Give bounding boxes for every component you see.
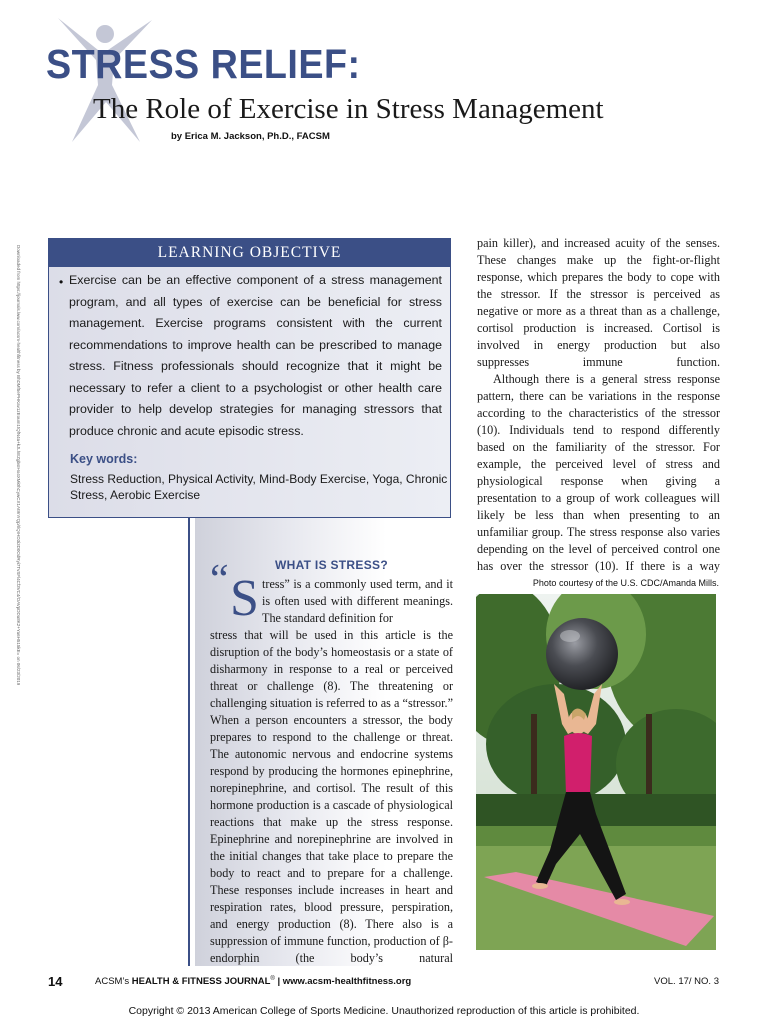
- section-body-text: stress that will be used in this article is the disruption of the body’s homeostasis or a state of disharmony in response to a real or perceived threat or challenge (8). The threatening or challenging situation is referred to as a “stressor.” When a person encounters a stressor, the body prepares to respond to the challenge or threat. The autonomic nervous and endocrine systems respond by producing the hormones epinephrine, norepinephrine, and cortisol. The result of this hormone production is a cascade of physiological reactions that make up the stress response. Epinephrine and norepinephrine are involved in the initial changes that take place to prepare the body to react and to prepare for a challenge. These responses include increases in heart and respiration rates, blood pressure, perspiration, and energy production (8). There also is a suppression of immune function, production of β-endorphin (the body’s natural: [210, 628, 453, 965]
- opening-quote-mark: “: [210, 557, 229, 603]
- learning-objective-heading: LEARNING OBJECTIVE: [49, 239, 450, 267]
- copyright-notice: Copyright © 2013 American College of Sports Medicine. Unauthorized reproduction of this article is prohibited.: [128, 1005, 640, 1017]
- section-intro-text: tress” is a commonly used term, and it is often used with different meanings. The standard definition for: [262, 577, 453, 625]
- column-rule: [188, 518, 190, 966]
- section-heading: WHAT IS STRESS?: [275, 558, 388, 572]
- footer-journal: [95, 976, 411, 987]
- registered-mark: ®: [270, 976, 275, 982]
- drop-cap: S: [230, 570, 259, 627]
- learning-objective-box: [48, 238, 451, 518]
- right-column-paragraph-2: Although there is a general stress response pattern, there can be variations in the response according to the characteristics of the stressor (10). Individuals tend to respond differently based on the familiarity of the stressor. For example, the perceived level of stress and physiological response when giving a presentation to a group of work colleagues will likely be less than when presenting to an unfamiliar group. The stress response also varies depending on the level of perceived control one has over the stressor (10). If there is a way: [477, 372, 720, 573]
- download-side-note: [16, 245, 30, 785]
- bullet-icon: •: [59, 275, 64, 289]
- photo-credit: Photo courtesy of the U.S. CDC/Amanda Mills.: [532, 578, 719, 588]
- side-note-text: Downloaded from https://journals.lww.com/acsm-healthfitness by BhDMf5ePHKav1zEoum1tQfN4a+kJLhEZgbsIHo4XMi0hCywCX1AWnYQp/IlQrHD3i3D0OdRyi7TvSFl4Cf3VC4/OAVpDDa8K2+Ya6H515kE= on 06/23/2019: [16, 245, 21, 686]
- article-subtitle: The Role of Exercise in Stress Management: [93, 93, 604, 125]
- article-title: STRESS RELIEF:: [46, 41, 361, 87]
- journal-name: HEALTH & FITNESS JOURNAL: [131, 976, 271, 988]
- right-column-paragraph-1: pain killer), and increased acuity of the senses. These changes make up the fight-or-flight response, which prepares the body to cope with the stressor. If the stressor is perceived as negative or more as a threat than as a challenge, cortisol production is increased. Cortisol is involved in energy production but also suppresses immune function.: [477, 236, 720, 369]
- journal-prefix: ACSM’s: [95, 976, 132, 988]
- yoga-photo: [476, 594, 716, 950]
- keywords-list: Stress Reduction, Physical Activity, Mind-Body Exercise, Yoga, Chronic Stress, Aerobic Exercise: [70, 472, 448, 502]
- learning-objective-text: Exercise can be an effective component of a stress management program, and all types of exercise can be beneficial for stress management. Exercise programs consistent with the current recommendations to improve health can be prescribed to manage stress. Fitness professionals should recognize that it might be necessary to refer a client to a psychologist or other health care provider to help develop strategies for managing stressors that produce chronic and acute episodic stress.: [69, 273, 442, 438]
- volume-number: VOL. 17/ NO. 3: [654, 976, 719, 987]
- page-number: 14: [48, 974, 63, 989]
- keywords-heading: Key words:: [70, 452, 138, 466]
- author-byline: by Erica M. Jackson, Ph.D., FACSM: [171, 131, 330, 142]
- journal-url: | www.acsm-healthfitness.org: [274, 976, 412, 988]
